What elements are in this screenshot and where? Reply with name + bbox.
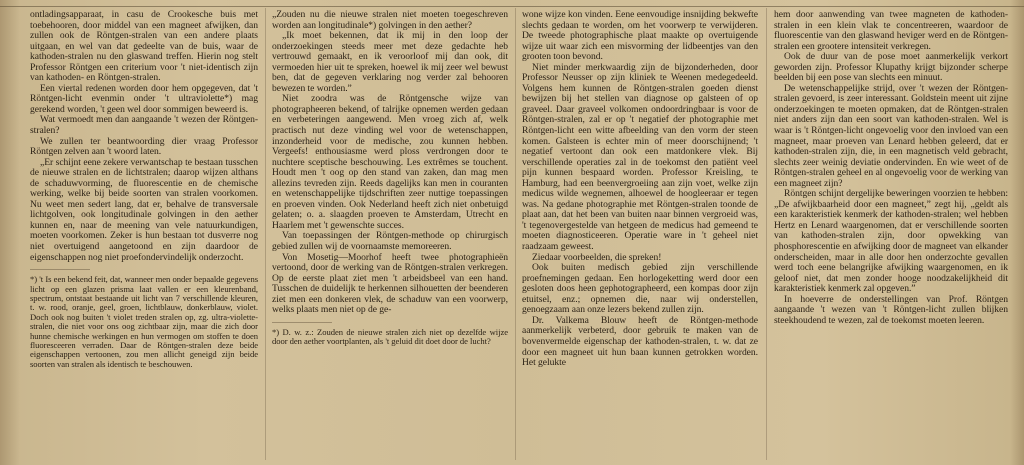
paragraph: „Ik moet bekennen, dat ik mij in den loop der onderzoekingen steeds meer met deze gedachte heb vertrouwd gemaakt, en ik veroorloof mij dan ook, dit vermoeden hier uit te spreken, hoewel ik mij zeer wel bewust ben, dat de gegeven verklaring nog verder zal behooren bewezen te worden.” — [272, 30, 508, 94]
paragraph: Röntgen schijnt dergelijke beweringen voorzien te hebben: „De afwijkbaarheid door een magneet,” zegt hij, „geldt als een karakteristiek kenmerk der kathoden-stralen; wel hebben Hertz en Lenard waargenomen, dat er verschillende soorten van kathoden-stralen zijn, door opwekking van phosphorescentie en afwijking door de magneet van elkander onderscheiden, maar in alle door hen onderzochte gevallen werd toch eene belangrijke afwijking waargenomen, en ik geloof niet, dat men zonder hooge noodzakelijkheid dit karakteristiek kenmerk zal opgeven.” — [774, 188, 1008, 295]
footnote-rule — [30, 269, 90, 270]
column-divider — [265, 8, 266, 460]
paragraph: In hoeverre de onderstellingen van Prof. Röntgen aangaande 't wezen van 't Röntgen-licht zullen blijken steekhoudend te wezen, zal de toekomst moeten leeren. — [774, 293, 1008, 326]
paragraph: Ook de duur van de pose moet aanmerkelijk verkort geworden zijn. Professor Klupathy krijgt bijzonder scherpe beelden bij een pose van slechts een minuut. — [774, 51, 1008, 84]
paragraph: ontladingsapparaat, in casu de Crookesche buis met toebehooren, door middel van een magneet afwijken, dan zullen ook de Röntgen-stralen van een andere plaats uitgaan, en wel van dat gedeelte van de buis, waar de kathoden-stralen nu den glaswand treffen. Hierin nog stelt Professor Röntgen een criterium voor 't niet-identisch zijn van kathoden- en Röntgen-stralen. — [30, 10, 258, 84]
top-rule — [0, 6, 1024, 7]
column-2 — [272, 10, 508, 460]
paragraph: Van toepassingen der Röntgen-methode op chirurgisch gebied zullen wij de voornaamste memoreeren. — [272, 230, 508, 253]
column-3 — [522, 10, 758, 460]
footnote: *) 't Is een bekend feit, dat, wanneer men onder bepaalde gegevens licht op een glazen prisma laat vallen er een kleurenband, spectrum, ontstaat bestaande uit licht van 7 verschillende kleuren, t. w. rood, oranje, geel, groen, lichtblauw, donkerblauw, violet. Doch ook nog buiten 't violet treden stralen op, zg. ultra-violette-stralen, die niet voor ons oog zichtbaar zijn, maar die zich door hunne chemische werkingen en hun vermogen om stoffen te doen fluoresceeren verraden. Daar de Röntgen-stralen deze beide eigenschappen vertoonen, zou men allicht geneigd zijn beide soorten van stralen als identisch te beschouwen. — [30, 274, 258, 369]
column-divider — [515, 8, 516, 460]
column-1 — [30, 10, 258, 460]
footnote-rule — [272, 322, 332, 323]
paragraph: Niet zoodra was de Röntgensche wijze van photographeeren bekend, of talrijke opnemen werden gedaan en verbeteringen aangewend. Men vroeg zich af, welk practisch nut deze vinding wel voor de wetenschappen, inzonderheid voor de medische, zou kunnen hebben. Vergeefs! enthousiasme werd ploss verdrongen door te nuchtere sceptische beschouwing. Les extrêmes se touchent. Houdt men 't oog op den stand van zaken, dan mag men allezins tevreden zijn. Reeds dagelijks kan men in couranten en wetenschappelijke tijdschriften zeer nuttige toepassingen en proeven vinden. Ook Nederland heeft zich niet onbetuigd gelaten; o. a. slaagden proeven te Amsterdam, Utrecht en Haarlem met 't gewenschte succes. — [272, 93, 508, 231]
column-4 — [774, 10, 1008, 460]
paragraph: hem door aanwending van twee magneten de kathoden-stralen in een klein vlak te concentreeren, waardoor de fluorescentie van den glaswand heviger werd en de Röntgen-stralen een grootere intensiteit verkregen. — [774, 10, 1008, 52]
paragraph: Een viertal redenen worden door hem opgegeven, dat 't Röntgen-licht evenmin onder 't ultraviolette*) mag gerekend worden, 't geen wel door sommigen beweerd is. — [30, 82, 258, 115]
paragraph: We zullen ter beantwoording dier vraag Professor Röntgen zelven aan 't woord laten. — [30, 135, 258, 158]
paragraph: „Er schijnt eene zekere verwantschap te bestaan tusschen de nieuwe stralen en de lichtstralen; daarop wijzen althans de schaduwvorming, de fluorescentie en de chemische werking, welke bij beide soorten van stralen voorkomen. Nu weet men sedert lang, dat er, behalve de transversale lichtgolven, ook longitudinale golvingen in den aether kunnen en, naar de meening van vele natuurkundigen, moeten voorkomen. Zeker is hun bestaan tot dusverre nog niet overtuigend aangetoond en zijn daardoor de eigenschappen nog niet proefondervindelijk onderzocht. — [30, 156, 258, 263]
column-divider — [766, 8, 767, 460]
paragraph: Ziedaar voorbeelden, die spreken! — [532, 251, 662, 263]
paragraph: Niet minder merkwaardig zijn de bijzonderheden, door Professor Neusser op zijn kliniek te Weenen medegedeeld. Volgens hem kunnen de Röntgen-stralen goeden dienst bewijzen bij het stellen van diagnose op galsteen of op graveel. Daar graveel volkomen ondoordringbaar is voor de Röntgen-stralen, zal er op 't negatief der photographie met Röntgen-licht een witte afbeelding van den vorm der steen komen. Galsteen is echter min of meer doorschijnend; 't negatief vertoont dan ook een matdonkere vlek. Bij verschillende operaties zal in de toekomst den patiënt veel pijn kunnen bespaard worden. Professor Kreisling, te Hamburg, had een beenvergroeiing aan zijn voet, welke zijn medicus wilde wegnemen, alhoewel de hoogleeraar er tegen was. Na gedane photographie met Röntgen-stralen toonde de plaat aan, dat het been van buiten naar binnen vergroeid was, 't tegenovergestelde van hetgeen de medicus had gemeend te moeten diagnosticeeren. Operatie ware in 't geheel niet raadzaam geweest. — [522, 61, 758, 253]
paragraph: De wetenschappelijke strijd, over 't wezen der Röntgen-stralen gevoerd, is zeer interessant. Goldstein meent uit zijne onderzoekingen te moeten opmaken, dat de Röntgen-stralen niet anders zijn dan een soort van kathoden-stralen. Wel is waar is 't Röntgen-licht ongevoelig voor den invloed van een magneet, maar proeven van Lenard hebben geleerd, dat er kathoden-stralen zijn, die, in een magnetisch veld gebracht, slechts zeer weinig deviatie ondervinden. En wie weet of de Röntgen-stralen geheel en al ongevoelig voor de werking van een magneet zijn? — [774, 82, 1008, 189]
paragraph: Von Mosetig—Moorhof heeft twee photographieën vertoond, door de werking van de Röntgen-stralen verkregen. Op de eerste plaat ziet men 't arbeidsbeel van een hand. Tusschen de duidelijk te herkennen silhouetten der beenderen ziet men een donkeren vlek, de schaduw van een voorwerp, welks plaats men niet op de ge- — [272, 251, 508, 316]
page-shadow-right — [1010, 0, 1024, 465]
paragraph: Wat vermoedt men dan aangaande 't wezen der Röntgen-stralen? — [30, 114, 258, 137]
paragraph: wone wijze kon vinden. Eene eenvoudige insnijding bekwefte slechts gedaan te worden, om het voorwerp te verwijderen. De tweede photographische plaat maakte op overtuigende wijze uit waar zich een misvorming der lidbeentjes van den grooten toon bevond. — [522, 10, 758, 63]
page-shadow-left — [0, 0, 20, 465]
paragraph: „Zouden nu die nieuwe stralen niet moeten toegeschreven worden aan longitudinale*) golvingen in den aether? — [272, 10, 508, 31]
paragraph: Ook buiten medisch gebied zijn verschillende proefnemingen gedaan. Een horlogeketting werd door een gesloten doos heen gephotographeerd, een kompas door zijn etuitsel, enz.; opnemen die, naar wij onderstellen, genoegzaam aan onze lezers bekend zullen zijn. — [522, 262, 758, 316]
footnote: *) D. w. z.: Zouden de nieuwe stralen zich niet op dezelfde wijze door den aether voortplanten, als 't geluid dit doet door de lucht? — [272, 326, 508, 347]
paragraph: Dr. Valkema Blouw heeft de Röntgen-methode aanmerkelijk verbeterd, door gebruik te maken van de bovenvermelde eigenschap der kathoden-stralen, t. w. dat ze door een magneet uit hun baan kunnen getrokken worden. Het gelukte — [522, 314, 758, 369]
